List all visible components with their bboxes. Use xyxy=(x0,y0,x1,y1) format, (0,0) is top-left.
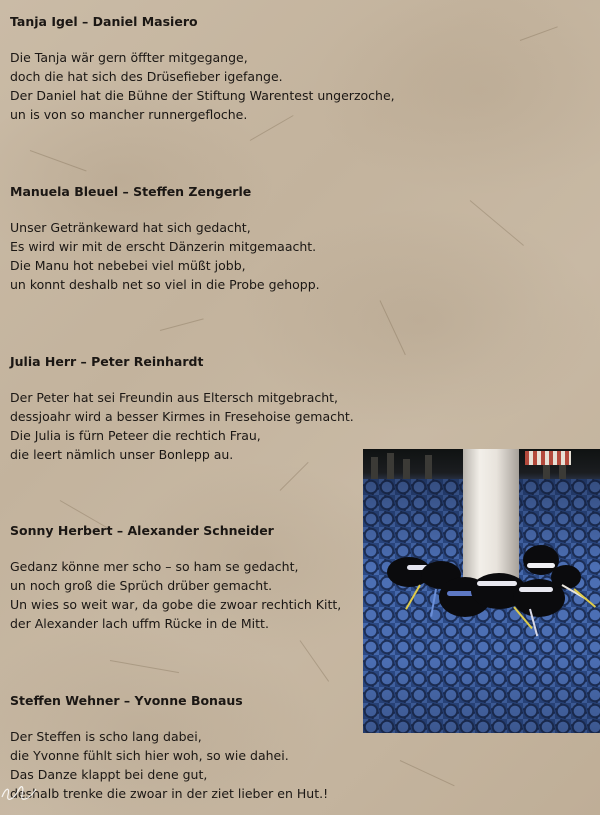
paper-fiber xyxy=(110,660,179,673)
costume-dress xyxy=(525,451,571,465)
verse-line: Die Manu hot nebebei viel müßt jobb, xyxy=(10,258,246,273)
poem-title: Steffen Wehner – Yvonne Bonaus xyxy=(10,693,243,708)
verse-line: un is von so mancher runnergefloche. xyxy=(10,107,248,122)
poem-block xyxy=(10,14,430,124)
paper-fiber xyxy=(380,300,406,355)
poem-title: Tanja Igel – Daniel Masiero xyxy=(10,14,198,29)
signature-icon xyxy=(0,785,40,801)
verse-line: die Yvonne fühlt sich hier woh, so wie dahei. xyxy=(10,748,289,763)
verse-line: Der Steffen is scho lang dabei, xyxy=(10,729,202,744)
paper-fiber xyxy=(470,200,524,246)
verse-line: der Alexander lach uffm Rücke in de Mitt. xyxy=(10,616,269,631)
verse-line: dessjoahr wird a besser Kirmes in Fresehoise gemacht. xyxy=(10,409,354,424)
paper-fiber xyxy=(160,318,204,331)
verse-line: un noch groß die Sprüch drüber gemacht. xyxy=(10,578,273,593)
paper-fiber xyxy=(280,462,309,491)
verse-line: un konnt deshalb net so viel in die Probe gehopp. xyxy=(10,277,320,292)
verse-line: Un wies so weit war, da gobe die zwoar rechtich Kitt, xyxy=(10,597,342,612)
poem-block xyxy=(10,354,430,464)
poem-title: Julia Herr – Peter Reinhardt xyxy=(10,354,204,369)
paper-fiber xyxy=(520,26,558,41)
poem-block xyxy=(10,184,430,294)
verse-line: Gedanz könne mer scho – so ham se gedacht, xyxy=(10,559,299,574)
verse-line: Der Peter hat sei Freundin aus Eltersch mitgebracht, xyxy=(10,390,339,405)
verse-line: Das Danze klappt bei dene gut, xyxy=(10,767,208,782)
verse-line: Die Julia is fürn Peteer die rechtich Frau, xyxy=(10,428,261,443)
verse-line: Es wird wir mit de erscht Dänzerin mitgemaacht. xyxy=(10,239,317,254)
poem-verse xyxy=(10,48,430,124)
signature-mark xyxy=(0,785,40,804)
verse-line: deshalb trenke die zwoar in der ziet lieber en Hut.! xyxy=(10,786,329,801)
maypole xyxy=(463,449,519,587)
paper-fiber xyxy=(30,150,87,171)
poem-verse xyxy=(10,727,430,803)
paper-fiber xyxy=(300,640,329,682)
poem-title: Manuela Bleuel – Steffen Zengerle xyxy=(10,184,252,199)
verse-line: Die Tanja wär gern öffter mitgegange, xyxy=(10,50,248,65)
maypole-photo xyxy=(363,449,600,733)
poem-title: Sonny Herbert – Alexander Schneider xyxy=(10,523,274,538)
verse-line: Der Daniel hat die Bühne der Stiftung Warentest ungerzoche, xyxy=(10,88,395,103)
poem-verse xyxy=(10,218,430,294)
verse-line: doch die hat sich des Drüsefieber igefange. xyxy=(10,69,283,84)
verse-line: Unser Getränkeward hat sich gedacht, xyxy=(10,220,251,235)
verse-line: die leert nämlich unser Bonlepp au. xyxy=(10,447,234,462)
